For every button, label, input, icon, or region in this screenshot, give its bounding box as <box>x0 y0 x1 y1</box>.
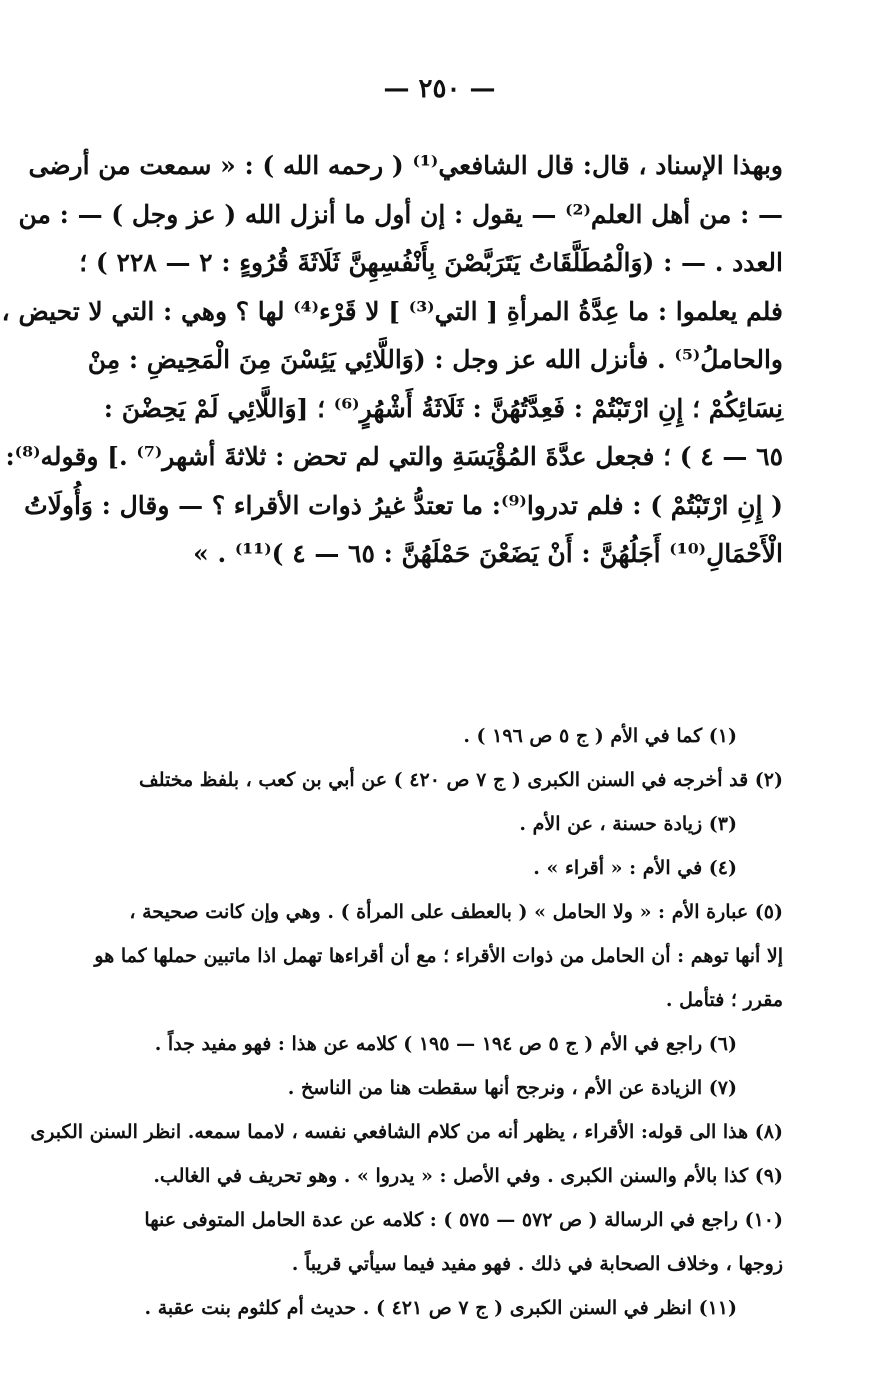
main-text-line: الْأَحْمَالِ⁽¹⁰⁾ أَجَلُهُنَّ : أَنْ يَضَعْنَ حَمْلَهُنَّ : ٦٥ — ٤ )⁽¹¹⁾ . » <box>193 539 783 568</box>
footnote-continuation: مقرر ؛ فتأمل . <box>665 989 783 1011</box>
main-text-line: العدد . — : (وَالْمُطَلَّقَاتُ يَتَرَبَّصْنَ بِأَنْفُسِهِنَّ ثَلَاثَةَ قُرُوءٍ : ٢ — ٢٢٨ ) ؛ <box>79 248 783 277</box>
footnote: (٦) راجع في الأم ( ج ٥ ص ١٩٤ — ١٩٥ ) كلامه عن هذا : فهو مفيد جداً . <box>154 1033 737 1055</box>
main-text-line: نِسَائِكُمْ ؛ إِنِ ارْتَبْتُمْ : فَعِدَّتُهُنَّ : ثَلَاثَةُ أَشْهُرٍ⁽⁶⁾ ؛ [وَاللَّائِي لَمْ يَحِضْنَ : <box>103 393 783 423</box>
page-number: — ٢٥٠ — <box>383 74 496 104</box>
footnote: (١١) انظر في السنن الكبرى ( ج ٧ ص ٤٢١ ) . حديث أم كلثوم بنت عقبة . <box>144 1297 737 1319</box>
main-text-line: فلم يعلموا : ما عِدَّةُ المرأةِ [ التي⁽³⁾ ] لا قَرْء⁽⁴⁾ لها ؟ وهي : التي لا تحيض ، <box>1 296 783 326</box>
footnote: (٢) قد أخرجه في السنن الكبرى ( ج ٧ ص ٤٢٠ ) عن أبي بن كعب ، بلفظ مختلف <box>139 769 783 791</box>
footnote: (٧) الزيادة عن الأم ، ونرجح أنها سقطت هنا من الناسخ . <box>287 1077 737 1099</box>
footnote: (١) كما في الأم ( ج ٥ ص ١٩٦ ) . <box>463 725 737 747</box>
footnote: (٥) عبارة الأم : « ولا الحامل » ( بالعطف على المرأة ) . وهي وإن كانت صحيحة ، <box>129 901 783 923</box>
footnote: (١٠) راجع في الرسالة ( ص ٥٧٢ — ٥٧٥ ) : كلامه عن عدة الحامل المتوفى عنها <box>144 1209 783 1231</box>
footnote: (٩) كذا بالأم والسنن الكبرى . وفي الأصل : « يدروا » . وهو تحريف في الغالب. <box>153 1165 783 1187</box>
footnote: (٤) في الأم : « أقراء » . <box>533 857 737 879</box>
main-text-line: ٦٥ — ٤ ) ؛ فجعل عدَّةَ المُؤْيَسَةِ والتي لم تحض : ثلاثةَ أشهر⁽⁷⁾ .] وقوله⁽⁸⁾: <box>5 442 783 471</box>
footnote-continuation: إلا أنها توهم : أن الحامل من ذوات الأقراء ؛ مع أن أقراءها تهمل اذا ماتبين حملها كما هو <box>94 945 783 967</box>
footnote-continuation: زوجها ، وخلاف الصحابة في ذلك . فهو مفيد فيما سيأتي قريباً . <box>291 1253 783 1275</box>
footnote: (٣) زيادة حسنة ، عن الأم . <box>519 813 737 835</box>
main-text-block <box>1 142 783 579</box>
main-text-line: — : من أهل العلم⁽²⁾ — يقول : إن أول ما أنزل الله ( عز وجل ) — : من <box>18 199 783 229</box>
main-text-line: والحاملُ⁽⁵⁾ . فأنزل الله عز وجل : (وَاللَّائِي يَئِسْنَ مِنَ الْمَحِيضِ : مِنْ <box>87 345 783 374</box>
footnotes-block <box>30 714 783 1330</box>
main-text-line: ( إِنِ ارْتَبْتُمْ ) : فلم تدروا⁽⁹⁾: ما تعتدُّ غيرُ ذوات الأقراء ؟ — وقال : وَأُولَاتُ <box>24 490 783 520</box>
footnote: (٨) هذا الى قوله: الأقراء ، يظهر أنه من كلام الشافعي نفسه ، لامما سمعه. انظر السنن الكبرى <box>30 1121 783 1143</box>
main-text-line: وبهذا الإسناد ، قال: قال الشافعي⁽¹⁾ ( رحمه الله ) : « سمعت من أرضى <box>28 151 783 180</box>
